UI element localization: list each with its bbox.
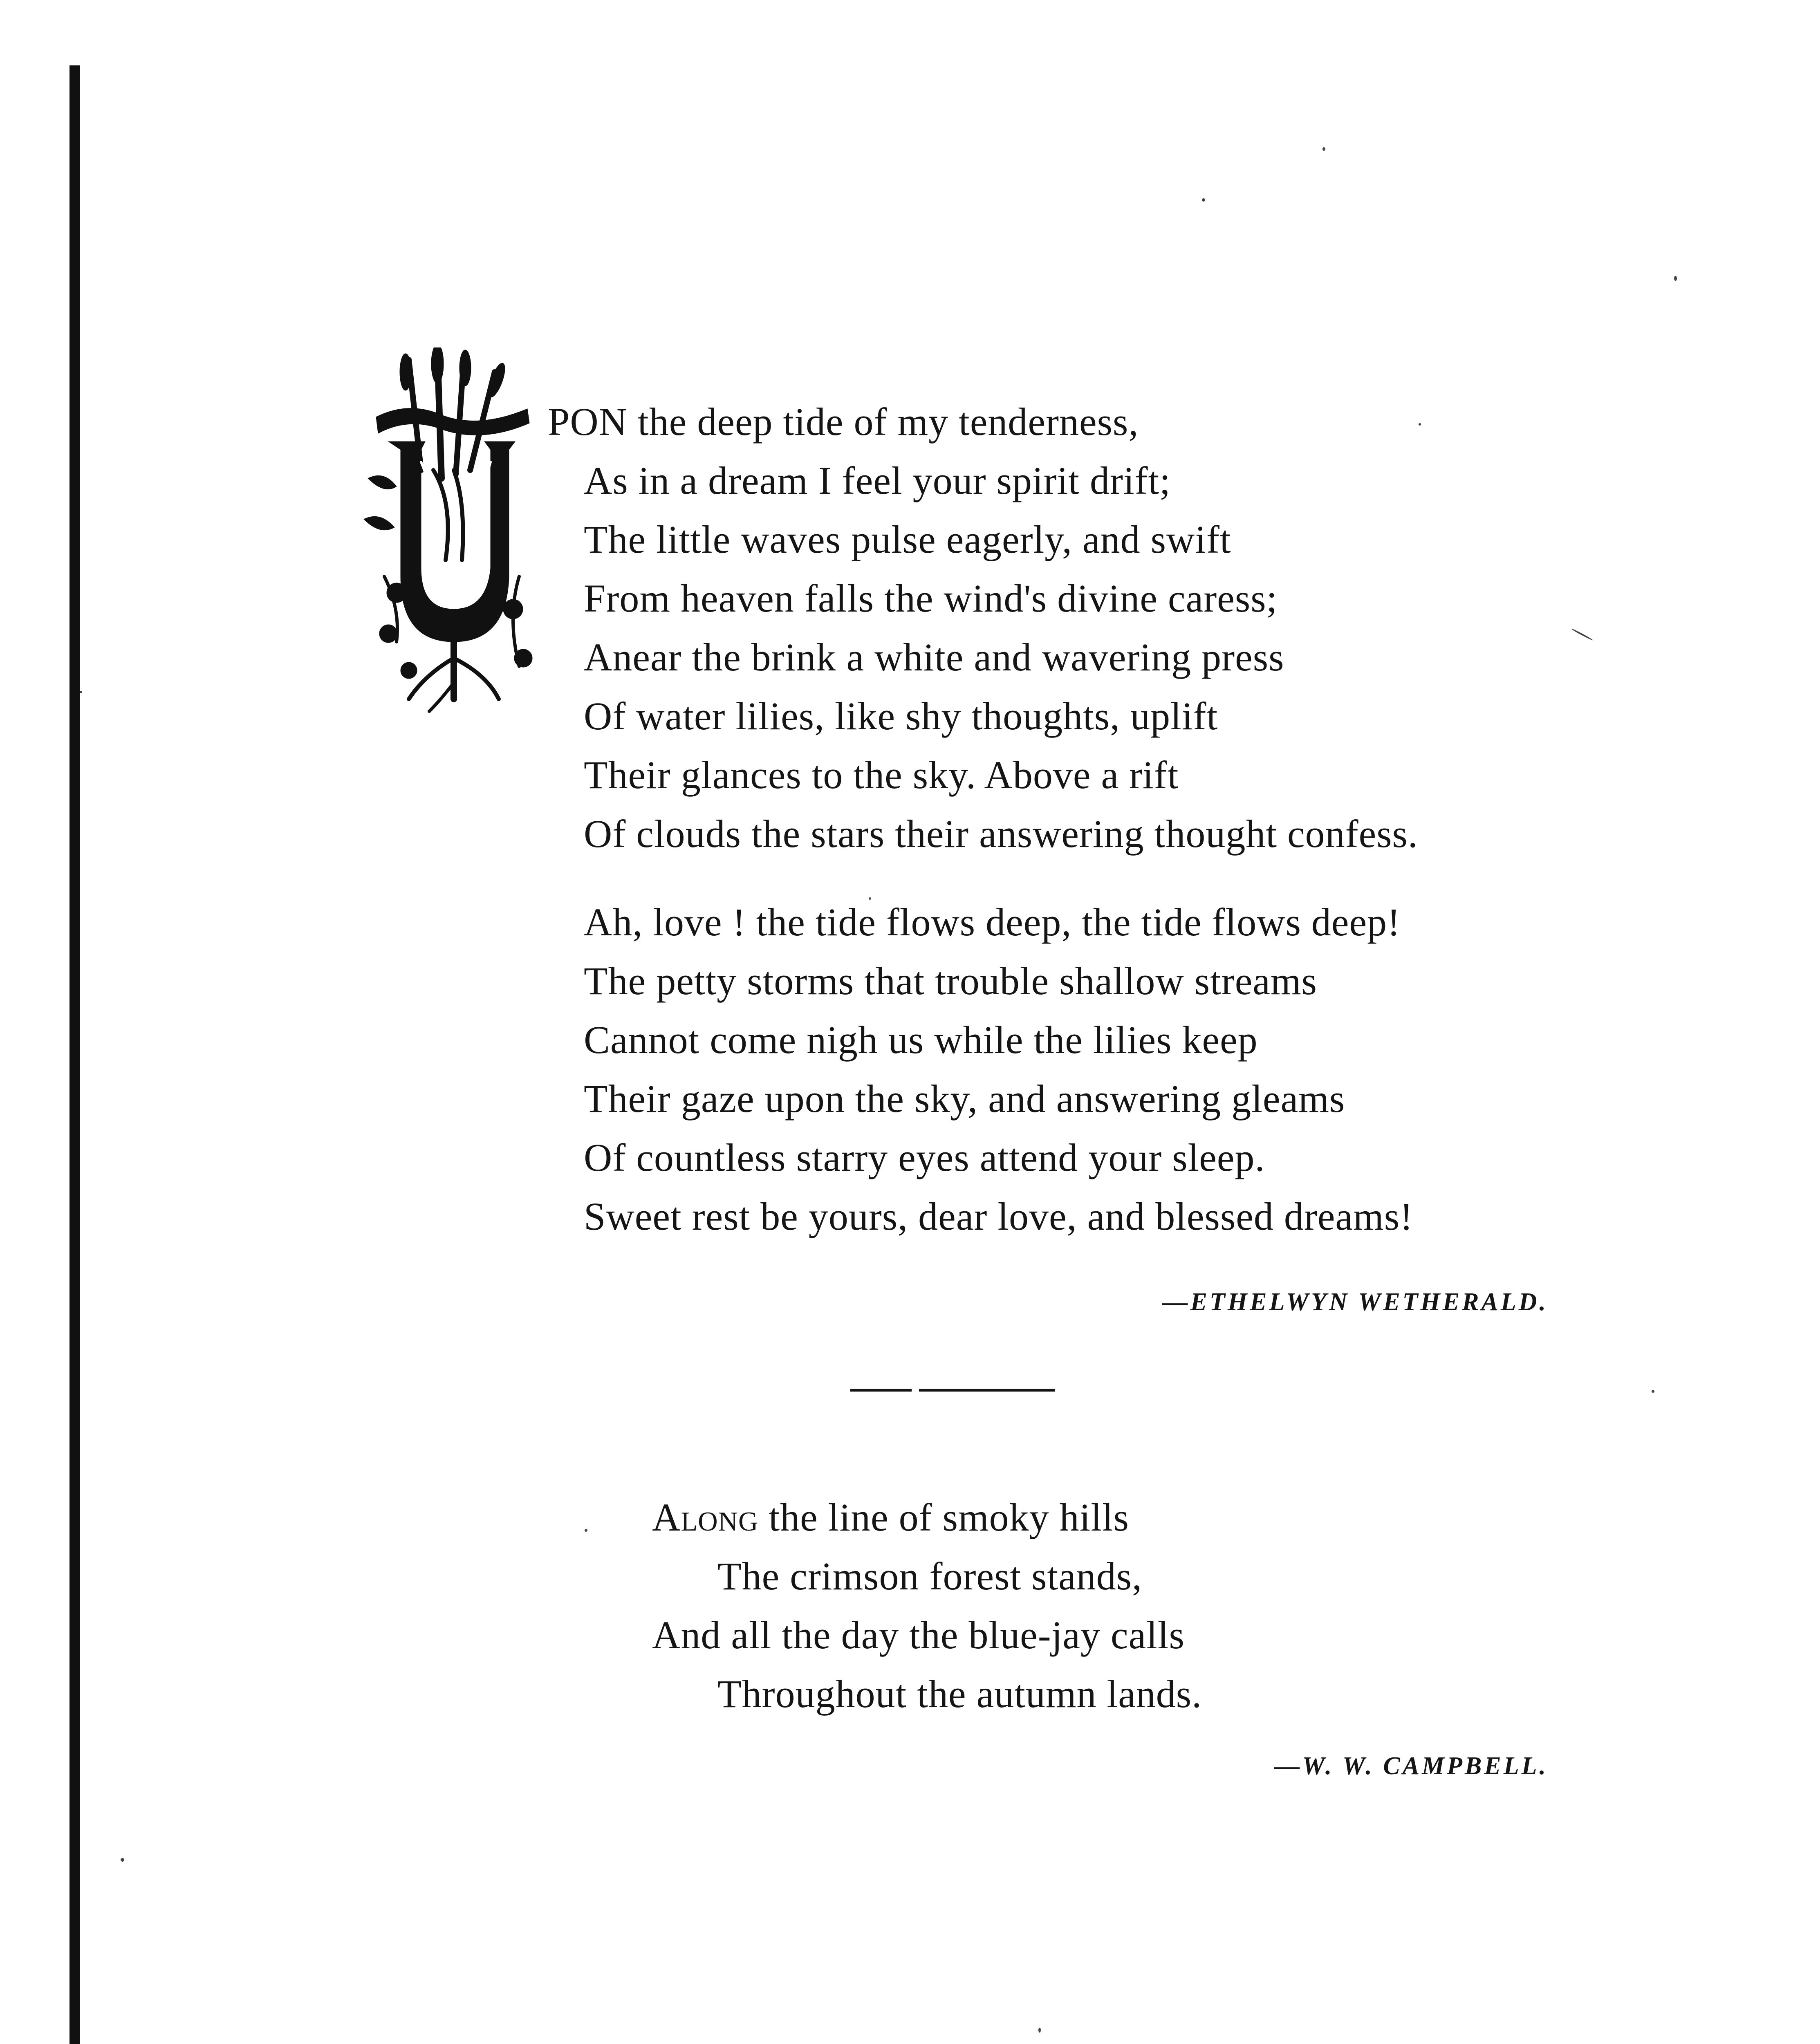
ornamental-initial-u bbox=[360, 347, 540, 715]
scan-speck bbox=[1674, 276, 1677, 281]
poem-line: Throughout the autumn lands. bbox=[717, 1672, 1202, 1716]
scan-speck bbox=[80, 691, 82, 693]
poem-tenderness bbox=[548, 392, 1570, 1246]
poem-line: The crimson forest stands, bbox=[717, 1554, 1143, 1598]
section-divider bbox=[850, 1389, 1055, 1392]
poem-first-word: Along bbox=[652, 1495, 759, 1539]
poem-line: Of clouds the stars their answering thought confess. bbox=[584, 812, 1418, 856]
scan-speck bbox=[1322, 147, 1325, 151]
poem-attribution: —ETHELWYN WETHERALD. bbox=[1162, 1288, 1548, 1316]
poem-line: From heaven falls the wind's divine caress; bbox=[584, 576, 1278, 620]
scan-speck bbox=[1652, 1390, 1654, 1393]
poem-line: The petty storms that trouble shallow streams bbox=[584, 959, 1317, 1003]
poem-line: The little waves pulse eagerly, and swift bbox=[584, 518, 1231, 561]
poem-line: PON the deep tide of my tenderness, bbox=[548, 400, 1139, 444]
scan-speck bbox=[1571, 628, 1594, 641]
poem-line: Anear the brink a white and wavering press bbox=[584, 635, 1284, 679]
scan-speck bbox=[1202, 198, 1205, 202]
poem-line: Their gaze upon the sky, and answering gleams bbox=[584, 1077, 1345, 1121]
poem-smoky-hills bbox=[652, 1488, 1470, 1724]
poem-line: Of water lilies, like shy thoughts, uplift bbox=[584, 694, 1218, 738]
poem-line: Of countless starry eyes attend your sleep. bbox=[584, 1136, 1265, 1179]
poem-line: Ah, love ! the tide flows deep, the tide flows deep! bbox=[584, 900, 1401, 944]
scan-speck bbox=[121, 1858, 124, 1862]
page-binding-edge bbox=[69, 65, 80, 2044]
poem-line: Sweet rest be yours, dear love, and blessed dreams! bbox=[584, 1195, 1414, 1238]
poem-line: As in a dream I feel your spirit drift; bbox=[584, 459, 1171, 502]
stanza-break bbox=[548, 863, 1570, 893]
poem-line: And all the day the blue-jay calls bbox=[652, 1613, 1185, 1657]
scan-speck bbox=[585, 1529, 587, 1532]
poem-line-rest: the line of smoky hills bbox=[758, 1495, 1130, 1539]
poem-line: Cannot come nigh us while the lilies keep bbox=[584, 1018, 1258, 1062]
poem-line: Their glances to the sky. Above a rift bbox=[584, 753, 1179, 797]
scan-speck bbox=[1038, 2028, 1041, 2033]
poem-line bbox=[652, 1488, 1470, 1547]
poem-attribution: —W. W. CAMPBELL. bbox=[1274, 1752, 1548, 1780]
